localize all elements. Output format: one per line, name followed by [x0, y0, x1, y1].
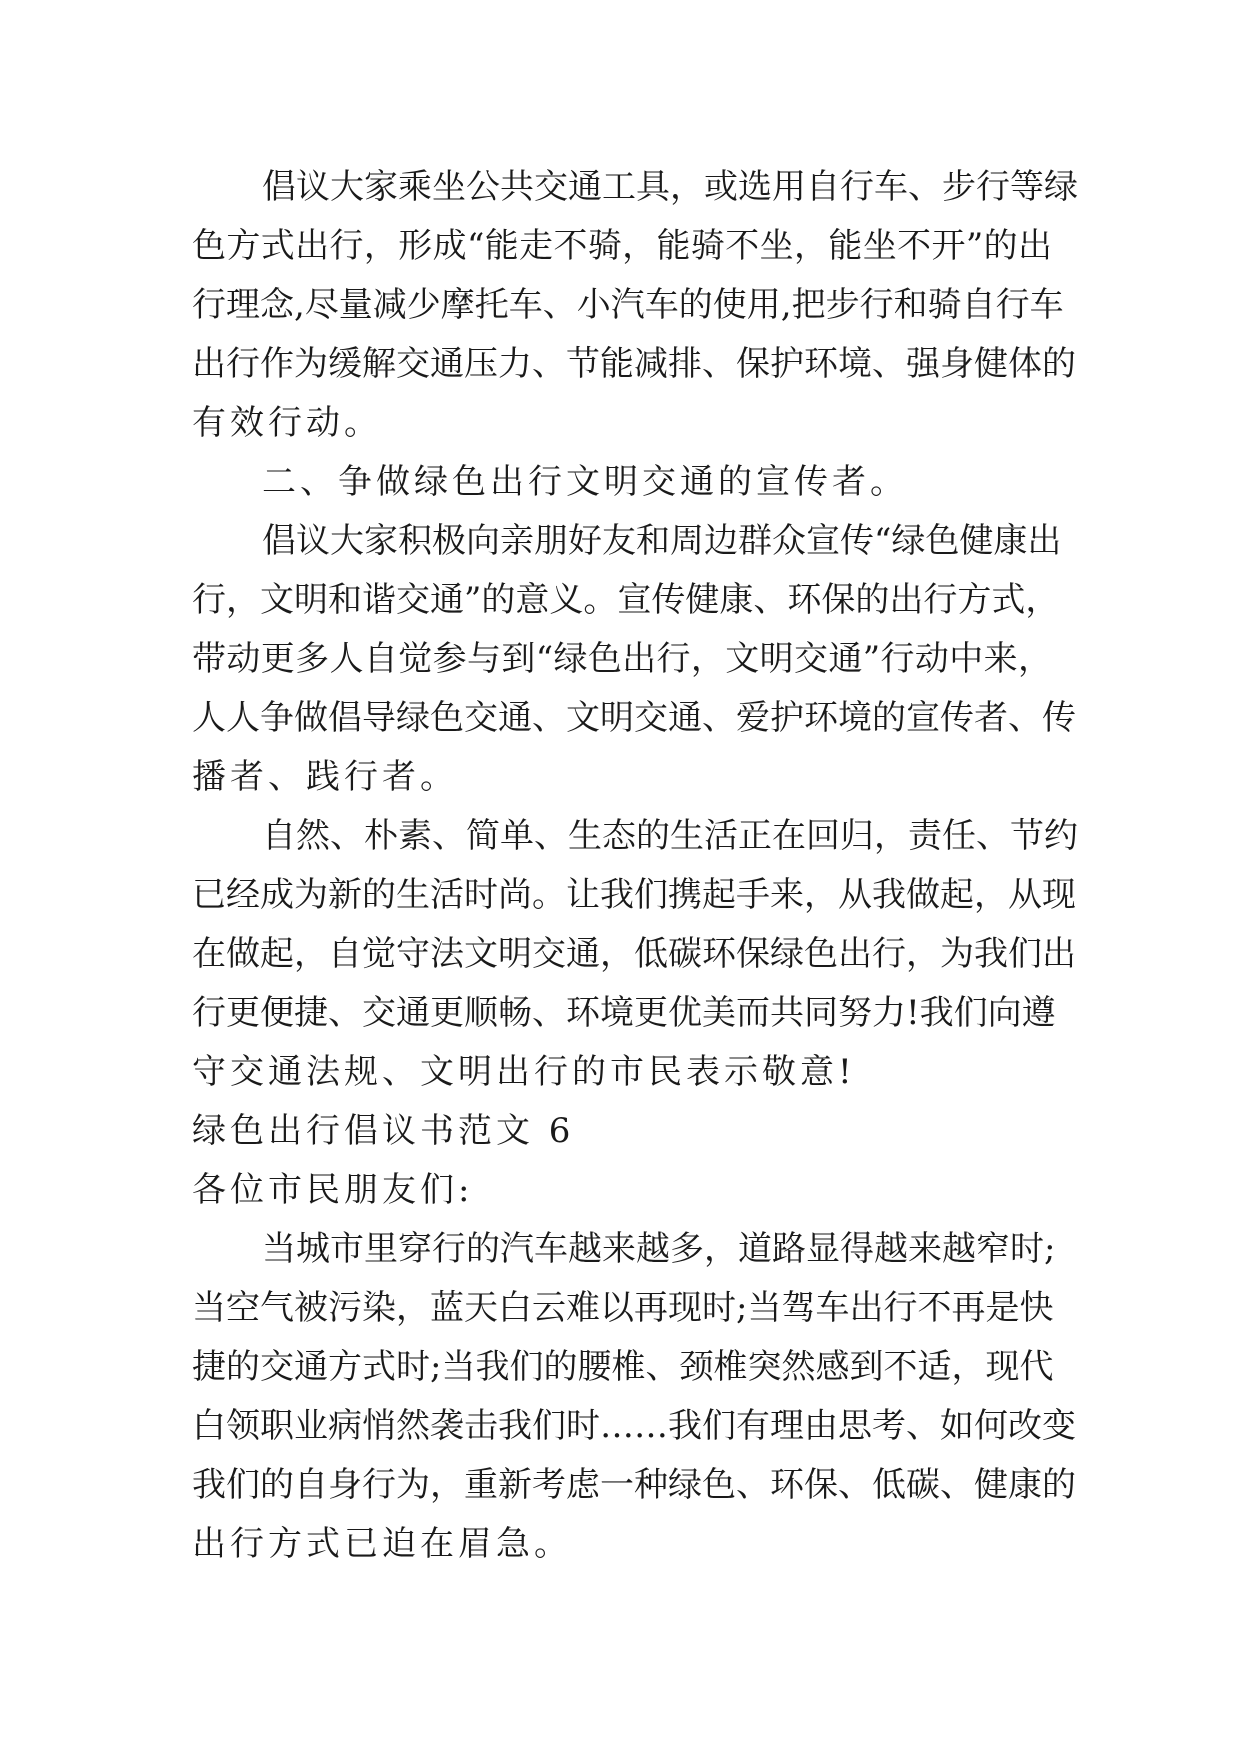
paragraph-line: 倡议大家乘坐公共交通工具，或选用自行车、步行等绿: [262, 167, 1078, 207]
paragraph-line: 有效行动。: [192, 403, 382, 443]
paragraph-line: 已经成为新的生活时尚。让我们携起手来，从我做起，从现: [192, 875, 1076, 915]
paragraph-line: 出行方式已迫在眉急。: [192, 1524, 572, 1564]
paragraph-line: 带动更多人自觉参与到“绿色出行，文明交通”行动中来，: [192, 639, 1052, 679]
paragraph-line: 行，文明和谐交通”的意义。宣传健康、环保的出行方式，: [192, 580, 1060, 620]
document-body: [192, 158, 1078, 1574]
paragraph-line: 人人争做倡导绿色交通、文明交通、爱护环境的宣传者、传: [192, 698, 1076, 738]
paragraph-line: 行理念,尽量减少摩托车、小汽车的使用,把步行和骑自行车: [192, 285, 1064, 325]
section-heading: 二、争做绿色出行文明交通的宣传者。: [262, 462, 908, 502]
paragraph-line: 捷的交通方式时;当我们的腰椎、颈椎突然感到不适，现代: [192, 1347, 1054, 1387]
paragraph-line: 自然、朴素、简单、生态的生活正在回归，责任、节约: [262, 816, 1078, 856]
paragraph-line: 倡议大家积极向亲朋好友和周边群众宣传“绿色健康出: [262, 521, 1062, 561]
paragraph-line: 我们的自身行为，重新考虑一种绿色、环保、低碳、健康的: [192, 1465, 1076, 1505]
paragraph-line: 色方式出行，形成“能走不骑，能骑不坐，能坐不开”的出: [192, 226, 1052, 266]
paragraph-line: 当空气被污染，蓝天白云难以再现时;当驾车出行不再是快: [192, 1288, 1054, 1328]
paragraph-line: 在做起，自觉守法文明交通，低碳环保绿色出行，为我们出: [192, 934, 1076, 974]
paragraph-line: 守交通法规、文明出行的市民表示敬意!: [192, 1052, 856, 1092]
paragraph-line: 当城市里穿行的汽车越来越多，道路显得越来越窄时;: [262, 1229, 1056, 1269]
paragraph-line: 白领职业病悄然袭击我们时……我们有理由思考、如何改变: [192, 1406, 1076, 1446]
paragraph-line: 行更便捷、交通更顺畅、环境更优美而共同努力!我们向遵: [192, 993, 1056, 1033]
paragraph-line: 播者、践行者。: [192, 757, 458, 797]
salutation: 各位市民朋友们:: [192, 1170, 474, 1210]
document-heading: 绿色出行倡议书范文 6: [192, 1111, 575, 1151]
paragraph-line: 出行作为缓解交通压力、节能减排、保护环境、强身健体的: [192, 344, 1076, 384]
